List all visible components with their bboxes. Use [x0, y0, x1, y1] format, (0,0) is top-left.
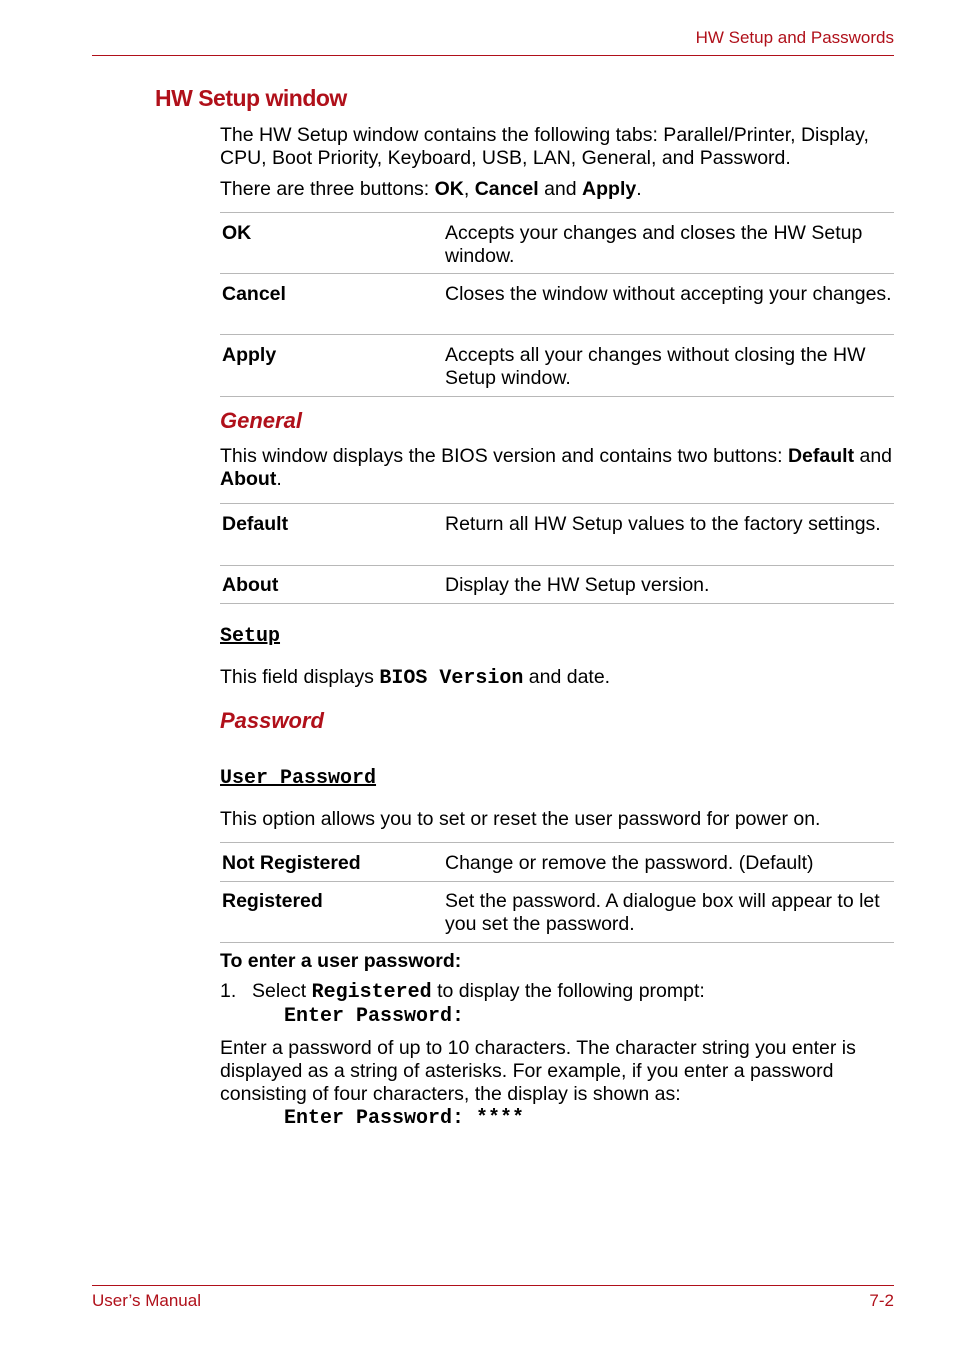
default-term: Default: [787, 445, 855, 467]
table-desc: Display the HW Setup version.: [445, 574, 710, 596]
intro-paragraph: The HW Setup window contains the following tabs: Parallel/Printer, Display, CPU, Boot Priority, Keyboard, USB, LAN, General, and Password.: [220, 124, 869, 169]
cancel-term: Cancel: [474, 178, 539, 200]
user-password-heading: User Password: [220, 767, 377, 790]
table-term: OK: [222, 222, 252, 244]
table-term: Apply: [222, 344, 277, 366]
buttons-line-end: .: [636, 178, 642, 200]
table-term: Registered: [222, 890, 323, 912]
table-rule: [220, 603, 894, 604]
user-password-description: This option allows you to set or reset the user password for power on.: [220, 808, 821, 830]
table-desc: Change or remove the password. (Default): [445, 852, 814, 874]
setup-description: [220, 666, 900, 690]
table-term: Default: [222, 513, 289, 535]
buttons-line-and: and: [538, 178, 583, 200]
about-term: About: [220, 468, 277, 490]
table-desc: Return all HW Setup values to the factory settings.: [445, 513, 881, 535]
footer-manual-name: User’s Manual: [92, 1291, 201, 1310]
buttons-line-prefix: There are three buttons:: [220, 178, 435, 200]
table-rule: [220, 565, 894, 566]
ok-term: OK: [434, 178, 464, 200]
table-rule: [220, 842, 894, 843]
general-desc-mid: and: [854, 445, 893, 467]
page-number: 7-2: [869, 1291, 894, 1310]
table-rule: [220, 273, 894, 274]
table-rule: [220, 942, 894, 943]
header-rule: [92, 55, 894, 56]
step-number: 1.: [220, 980, 237, 1002]
setup-heading: Setup: [220, 625, 281, 648]
general-desc-prefix: This window displays the BIOS version and contains two buttons:: [220, 445, 788, 467]
buttons-line: [220, 178, 900, 201]
table-term: About: [222, 574, 279, 596]
step-1-prefix: Select: [252, 980, 312, 1002]
bios-version-code: BIOS Version: [379, 667, 524, 690]
table-desc: Accepts your changes and closes the HW Setup window.: [445, 222, 863, 267]
apply-term: Apply: [582, 178, 637, 200]
general-description: [220, 445, 900, 491]
table-rule: [220, 334, 894, 335]
password-explanation: Enter a password of up to 10 characters. The character string you enter is displayed as a string of asterisks. For example, if you enter a password consisting of four characters, the display is shown as:: [220, 1037, 856, 1105]
step-1: [220, 980, 900, 1004]
footer-rule: [92, 1285, 894, 1286]
table-desc: Closes the window without accepting your changes.: [445, 283, 892, 305]
setup-desc-prefix: This field displays: [220, 666, 380, 688]
table-desc: Accepts all your changes without closing the HW Setup window.: [445, 344, 866, 389]
section-title: HW Setup window: [155, 85, 347, 111]
general-desc-end: .: [276, 468, 282, 490]
setup-desc-suffix: and date.: [523, 666, 611, 688]
table-rule: [220, 396, 894, 397]
step-1-suffix: to display the following prompt:: [431, 980, 705, 1002]
prompt-example: Enter Password:: [284, 1005, 465, 1028]
buttons-line-sep: ,: [463, 178, 475, 200]
password-heading: Password: [220, 708, 324, 733]
table-term: Cancel: [222, 283, 286, 305]
registered-code: Registered: [311, 981, 432, 1004]
table-rule: [220, 881, 894, 882]
table-term: Not Registered: [222, 852, 361, 874]
procedure-title: To enter a user password:: [220, 950, 462, 972]
table-desc: Set the password. A dialogue box will appear to let you set the password.: [445, 890, 880, 935]
prompt-example-masked: Enter Password: ****: [284, 1107, 525, 1130]
table-rule: [220, 503, 894, 504]
running-header: HW Setup and Passwords: [695, 28, 894, 47]
general-heading: General: [220, 408, 302, 433]
table-rule: [220, 212, 894, 213]
